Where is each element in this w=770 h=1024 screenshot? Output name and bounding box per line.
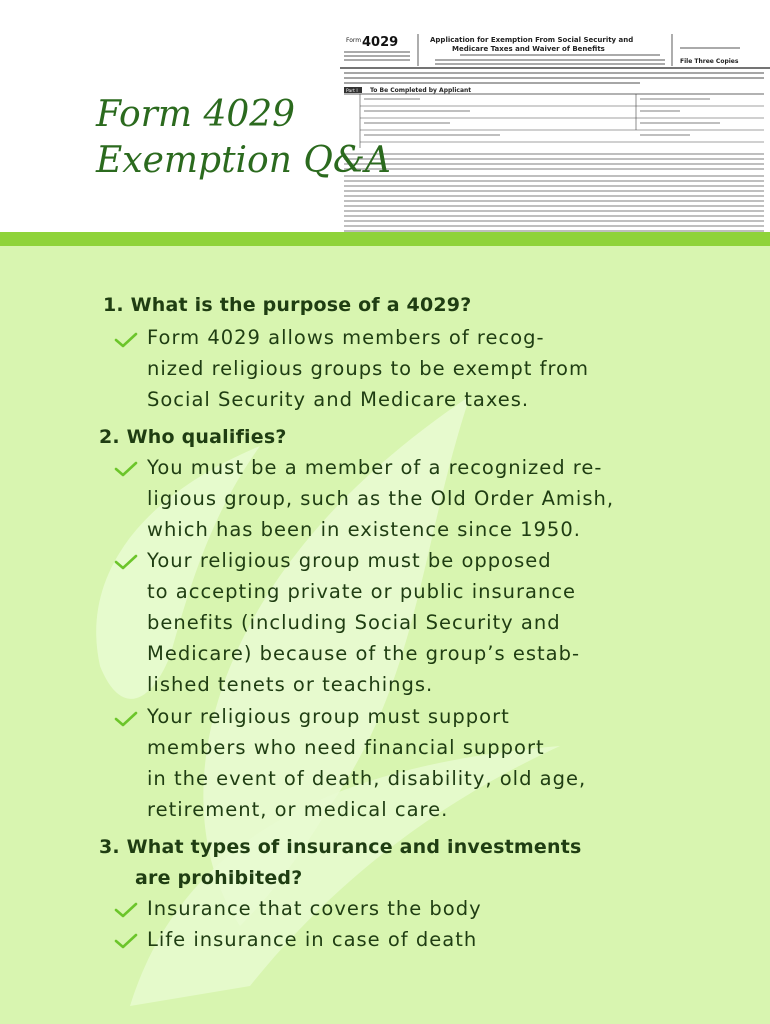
form-heading-1: Application for Exemption From Social Security and: [430, 36, 634, 44]
question-2: 2. Who qualifies?: [99, 426, 287, 448]
answer-line: retirement, or medical care.: [147, 798, 449, 821]
form-heading-2: Medicare Taxes and Waiver of Benefits: [452, 45, 605, 53]
check-icon: [114, 553, 138, 571]
question-3-cont: are prohibited?: [135, 867, 303, 889]
answer-line: Your religious group must support: [147, 705, 510, 728]
check-icon: [114, 460, 138, 478]
question-1: 1. What is the purpose of a 4029?: [103, 294, 472, 316]
answer-line: members who need financial support: [147, 736, 545, 759]
answer-line: Form 4029 allows members of recog-: [147, 326, 545, 349]
question-3: 3. What types of insurance and investments: [99, 836, 582, 858]
check-icon: [114, 901, 138, 919]
check-icon: [114, 932, 138, 950]
answer-line: which has been in existence since 1950.: [147, 518, 581, 541]
form-number: 4029: [362, 35, 399, 50]
file-copies: File Three Copies: [680, 58, 739, 65]
answer-line: lished tenets or teachings.: [147, 673, 434, 696]
answer-line: You must be a member of a recognized re-: [147, 456, 603, 479]
answer-line: Medicare) because of the group’s estab-: [147, 642, 580, 665]
qa-panel: [0, 246, 770, 1024]
answer-line: in the event of death, disability, old age,: [147, 767, 587, 790]
answer-line: Your religious group must be opposed: [147, 549, 552, 572]
part-label: Part I: [346, 89, 358, 94]
answer-line: benefits (including Social Security and: [147, 611, 561, 634]
form-4029-preview: [340, 30, 770, 236]
part-title: To Be Completed by Applicant: [370, 87, 472, 94]
answer-line: Social Security and Medicare taxes.: [147, 388, 530, 411]
page-title: [96, 92, 396, 184]
answer-line: nized religious groups to be exempt from: [147, 357, 589, 380]
answer-line: Life insurance in case of death: [147, 928, 478, 951]
form-label: Form: [346, 37, 362, 44]
answer-line: to accepting private or public insurance: [147, 580, 577, 603]
title-line-1: Form 4029: [96, 94, 296, 135]
answer-line: Insurance that covers the body: [147, 897, 482, 920]
answer-line: ligious group, such as the Old Order Amish,: [147, 487, 615, 510]
title-line-2: Exemption Q&A: [96, 140, 391, 181]
check-icon: [114, 710, 138, 728]
green-divider-band: [0, 232, 770, 246]
header: [0, 0, 770, 236]
check-icon: [114, 331, 138, 349]
